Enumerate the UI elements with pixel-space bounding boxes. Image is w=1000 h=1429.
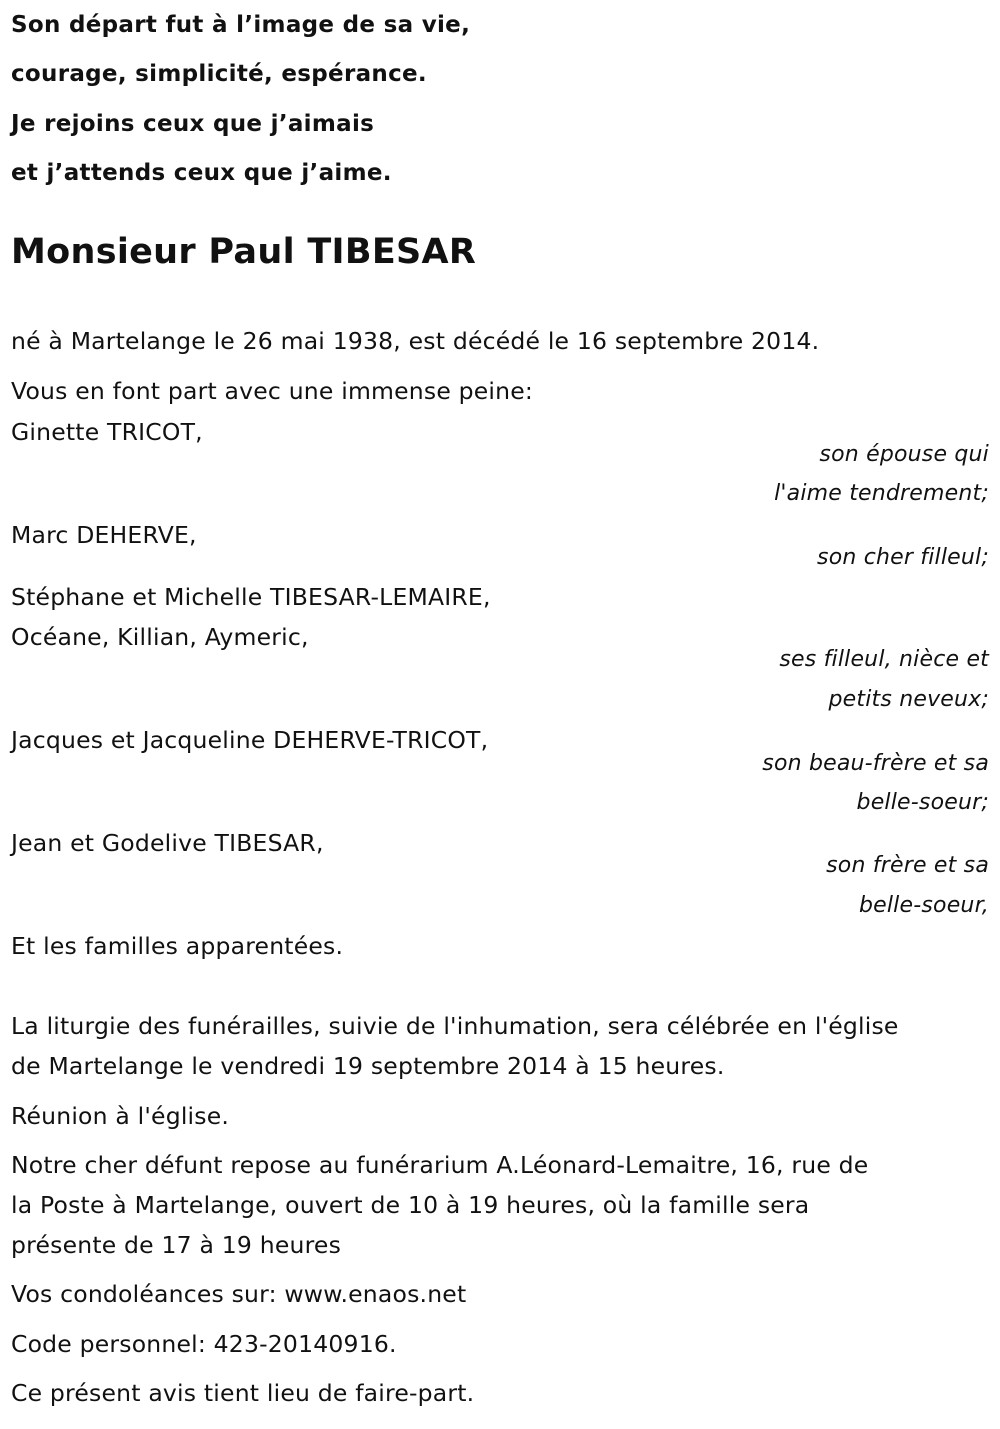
family-relation: son beau-frère et sa — [762, 751, 989, 776]
meeting-info: Réunion à l'église. — [11, 1102, 230, 1130]
family-names: Jean et Godelive TIBESAR, — [11, 829, 324, 857]
repose-info: la Poste à Martelange, ouvert de 10 à 19 heures, où la famille sera — [11, 1191, 810, 1219]
epigraph-line: et j’attends ceux que j’aime. — [11, 160, 392, 186]
condolences-line: Vos condoléances sur: www.enaos.net — [11, 1280, 467, 1308]
family-relation: son épouse qui — [819, 442, 989, 467]
family-names: Jacques et Jacqueline DEHERVE-TRICOT, — [11, 726, 489, 754]
family-names: Stéphane et Michelle TIBESAR-LEMAIRE, — [11, 583, 491, 611]
family-names: Marc DEHERVE, — [11, 521, 197, 549]
epigraph-line: Son départ fut à l’image de sa vie, — [11, 12, 471, 38]
epigraph-line: courage, simplicité, espérance. — [11, 61, 427, 87]
related-families: Et les familles apparentées. — [11, 932, 344, 960]
announcement-intro: Vous en font part avec une immense peine: — [11, 377, 534, 405]
repose-info: Notre cher défunt repose au funérarium A.Léonard-Lemaitre, 16, rue de — [11, 1151, 869, 1179]
epigraph-line: Je rejoins ceux que j’aimais — [11, 111, 375, 137]
family-relation: l'aime tendrement; — [774, 481, 989, 506]
repose-info: présente de 17 à 19 heures — [11, 1231, 342, 1259]
deceased-name: Monsieur Paul TIBESAR — [11, 232, 477, 272]
family-relation: belle-soeur, — [858, 893, 989, 918]
family-names: Ginette TRICOT, — [11, 418, 203, 446]
family-relation: ses filleul, nièce et — [779, 647, 989, 672]
family-relation: petits neveux; — [828, 687, 989, 712]
personal-code: Code personnel: 423-20140916. — [11, 1330, 397, 1358]
family-relation: son cher filleul; — [817, 545, 989, 570]
funeral-info: de Martelange le vendredi 19 septembre 2014 à 15 heures. — [11, 1052, 725, 1080]
funeral-info: La liturgie des funérailles, suivie de l'inhumation, sera célébrée en l'église — [11, 1012, 899, 1040]
birth-death-line: né à Martelange le 26 mai 1938, est décédé le 16 septembre 2014. — [11, 327, 820, 355]
family-names: Océane, Killian, Aymeric, — [11, 623, 309, 651]
family-relation: belle-soeur; — [856, 790, 989, 815]
family-relation: son frère et sa — [826, 853, 989, 878]
closing-note: Ce présent avis tient lieu de faire-part. — [11, 1379, 475, 1407]
